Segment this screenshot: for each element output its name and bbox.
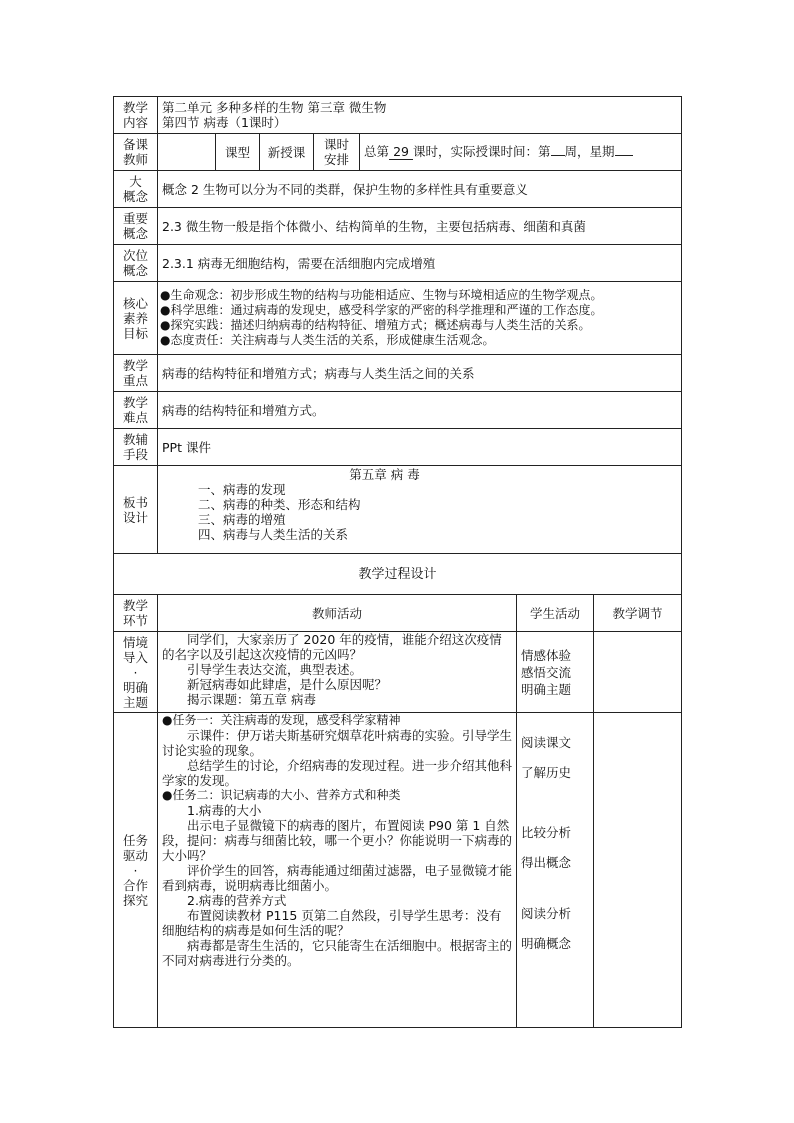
intro-student-activity: 情感体验 感悟交流 明确主题: [517, 632, 594, 713]
process-heading: 教学过程设计: [114, 554, 682, 595]
task2-title: ●任务二：识记病毒的大小、营养方式和种类: [162, 788, 401, 802]
intro-paragraph: 揭示课题：第五章 病毒: [187, 692, 316, 707]
task-paragraph: 示课件：伊万诺夫斯基研究烟草花叶病毒的实验。引导学生讨论实验的现象。: [162, 728, 513, 758]
intro-paragraph: 新冠病毒如此肆虐，是什么原因呢？: [187, 677, 388, 692]
sub-concept-value: 2.3.1 病毒无细胞结构，需要在活细胞内完成增殖: [158, 245, 682, 282]
board-value: [158, 466, 682, 554]
lesson-plan-table: [113, 96, 682, 1028]
intro-paragraph: 引导学生表达交流，典型表述。: [187, 662, 363, 677]
lesson-type-value: 新授课: [260, 134, 314, 171]
intro-stage-label: 情境 导入 · 明确 主题: [114, 632, 158, 713]
subheading: 2.病毒的营养方式: [187, 893, 287, 908]
task-paragraph: 总结学生的讨论，介绍病毒的发现过程。进一步介绍其他科学家的发现。: [162, 758, 513, 788]
teacher-label: 备课 教师: [114, 134, 158, 171]
difficulty-label: 教学 难点: [114, 392, 158, 429]
focus-label: 教学 重点: [114, 355, 158, 392]
task1-title: ●任务一：关注病毒的发现，感受科学家精神: [162, 713, 401, 727]
adjust-col-header: 教学调节: [594, 595, 682, 632]
literacy-value: [158, 282, 682, 355]
content-label: 教学 内容: [114, 97, 158, 134]
stage-col-header: 教学 环节: [114, 595, 158, 632]
task-adjust: [594, 713, 682, 1028]
intro-teacher-activity: [158, 632, 517, 713]
unit-line: 第二单元 多种多样的生物 第三章 微生物: [162, 100, 387, 115]
key-concept-label: 重要 概念: [114, 208, 158, 245]
board-item: 四、病毒与人类生活的关系: [198, 527, 349, 542]
board-item: 三、病毒的增殖: [198, 512, 286, 527]
task-student-activity: 阅读课文 了解历史 比较分析 得出概念 阅读分析 明确概念: [517, 713, 594, 1028]
section-line: 第四节 病毒（1课时）: [162, 115, 287, 130]
task-paragraph: 评价学生的回答，病毒能通过细菌过滤器，电子显微镜才能看到病毒，说明病毒比细菌小。: [162, 863, 513, 893]
task-paragraph: 病毒都是寄生生活的，它只能寄生在活细胞中。根据寄主的不同对病毒进行分类的。: [162, 938, 513, 968]
student-col-header: 学生活动: [517, 595, 594, 632]
aids-label: 教辅 手段: [114, 429, 158, 466]
intro-adjust: [594, 632, 682, 713]
subheading: 1.病毒的大小: [187, 803, 262, 818]
lesson-type-label: 课型: [216, 134, 260, 171]
intro-paragraph: 同学们，大家亲历了 2020 年的疫情，谁能介绍这次疫情的名字以及引起这次疫情的元凶吗？: [162, 632, 502, 662]
difficulty-value: 病毒的结构特征和增殖方式。: [158, 392, 682, 429]
literacy-item: ●科学思维：通过病毒的发现史，感受科学家的严密的科学推理和严谨的工作态度。: [160, 303, 603, 317]
sub-concept-label: 次位 概念: [114, 245, 158, 282]
board-label: 板书 设计: [114, 466, 158, 554]
literacy-item: ●探究实践：描述归纳病毒的结构特征、增殖方式；概述病毒与人类生活的关系。: [160, 318, 591, 332]
task-teacher-activity: [158, 713, 517, 1028]
content-value: [158, 97, 682, 134]
task-paragraph: 出示电子显微镜下的病毒的图片，布置阅读 P90 第 1 自然段，提问：病毒与细菌比较，哪一个更小？你能说明一下病毒的大小吗？: [162, 818, 513, 863]
task-stage-label: 任务 驱动 · 合作 探究: [114, 713, 158, 1028]
key-concept-value: 2.3 微生物一般是指个体微小、结构简单的生物，主要包括病毒、细菌和真菌: [158, 208, 682, 245]
big-concept-value: 概念 2 生物可以分为不同的类群，保护生物的多样性具有重要意义: [158, 171, 682, 208]
aids-value: PPt 课件: [158, 429, 682, 466]
focus-value: 病毒的结构特征和增殖方式；病毒与人类生活之间的关系: [158, 355, 682, 392]
literacy-label: 核心 素养 目标: [114, 282, 158, 355]
teacher-value: [158, 134, 216, 171]
schedule-label: 课时 安排: [314, 134, 360, 171]
board-item: 一、病毒的发现: [198, 482, 286, 497]
literacy-item: ●态度责任：关注病毒与人类生活的关系，形成健康生活观念。: [160, 333, 495, 347]
teacher-col-header: 教师活动: [158, 595, 517, 632]
total-lessons: 29: [389, 144, 413, 160]
big-concept-label: 大 概念: [114, 171, 158, 208]
literacy-item: ●生命观念：初步形成生物的结构与功能相适应、生物与环境相适应的生物学观点。: [160, 288, 603, 302]
board-title: 第五章 病 毒: [349, 467, 420, 482]
task-paragraph: 布置阅读教材 P115 页第二自然段，引导学生思考：没有细胞结构的病毒是如何生活的呢？: [162, 908, 502, 938]
board-item: 二、病毒的种类、形态和结构: [198, 497, 361, 512]
schedule-value: 总第 29 课时，实际授课时间：第 周，星期: [360, 134, 682, 171]
